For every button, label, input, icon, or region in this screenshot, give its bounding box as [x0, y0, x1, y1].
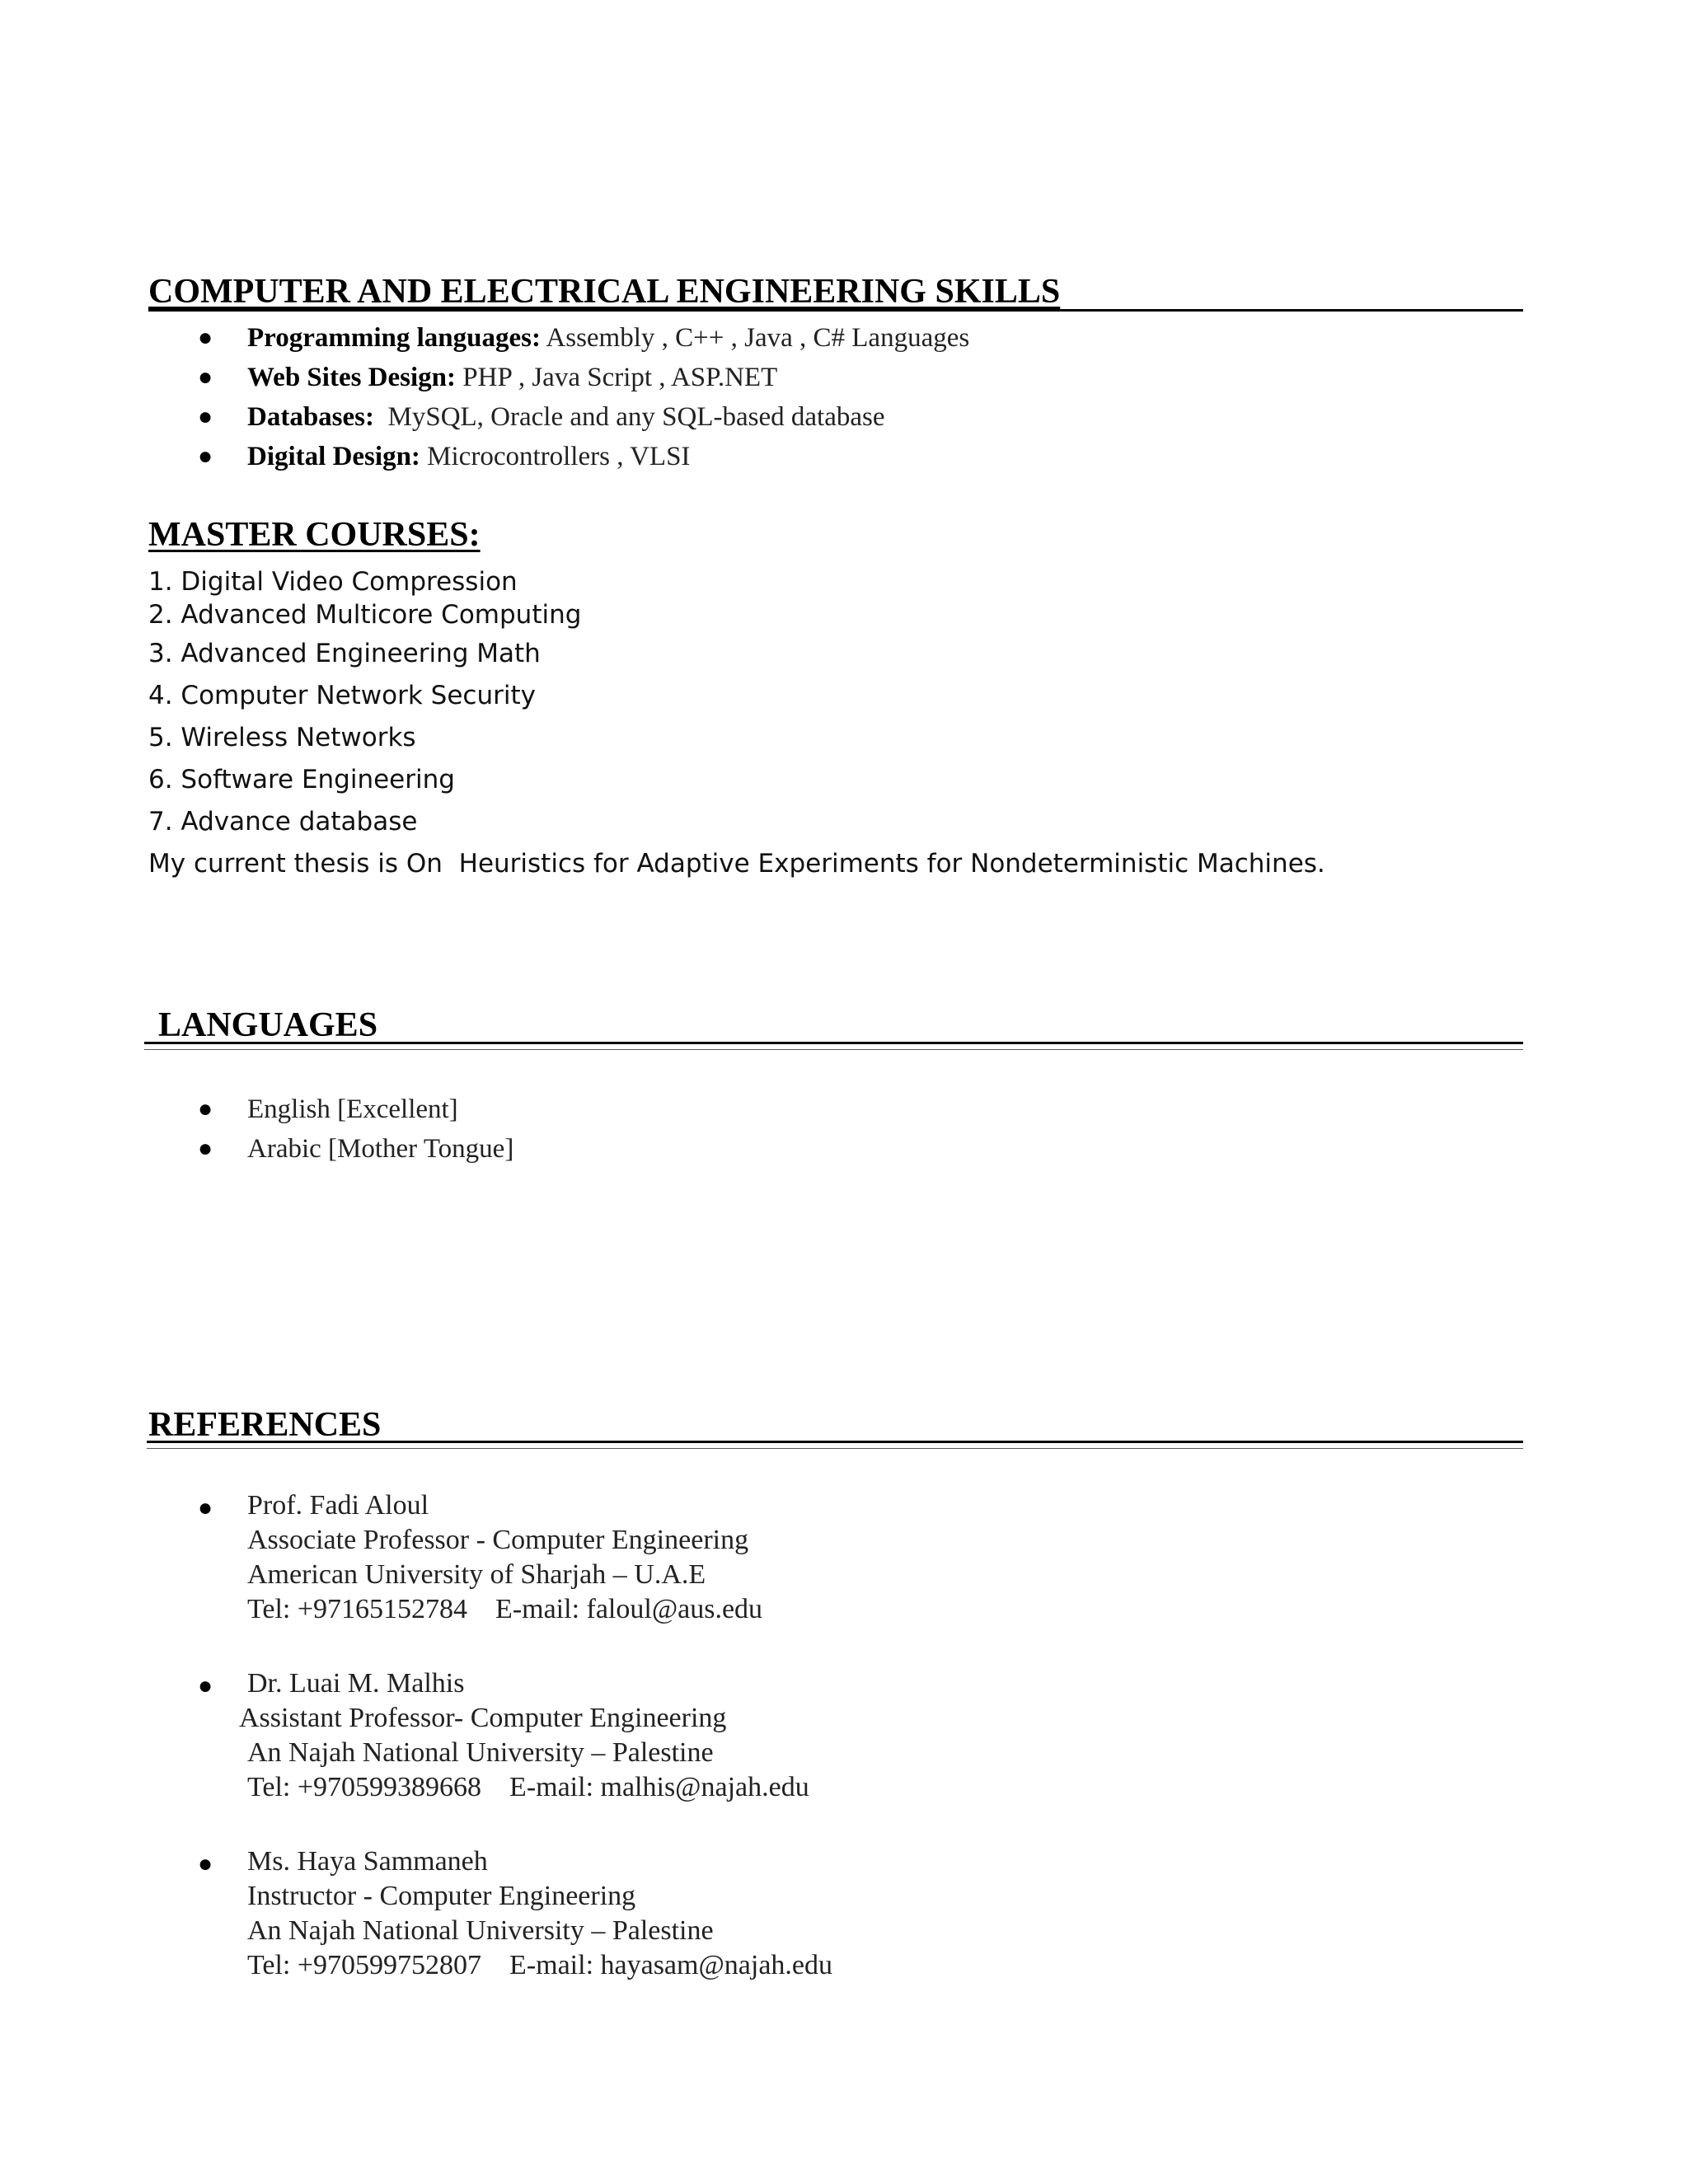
- bullet-icon: ●: [198, 443, 213, 470]
- reference-name: Dr. Luai M. Malhis: [247, 1668, 465, 1699]
- references-heading-rule: [147, 1441, 1523, 1449]
- skill-value: Assembly , C++ , Java , C# Languages: [540, 323, 970, 353]
- course-item: 6. Software Engineering: [148, 765, 455, 794]
- reference-contact: Tel: +970599389668 E-mail: malhis@najah.edu: [247, 1772, 809, 1802]
- skills-heading-rule: [148, 309, 1523, 312]
- course-item: 4. Computer Network Security: [148, 681, 536, 710]
- bullet-icon: ●: [198, 403, 213, 430]
- course-item: 1. Digital Video Compression: [148, 567, 518, 597]
- master-courses-heading: MASTER COURSES:: [148, 516, 481, 554]
- reference-title: Assistant Professor- Computer Engineering: [239, 1703, 727, 1733]
- skill-value: Microcontrollers , VLSI: [420, 442, 691, 471]
- bullet-icon: ●: [198, 1850, 213, 1877]
- reference-name: Ms. Haya Sammaneh: [247, 1846, 488, 1877]
- course-item: 7. Advance database: [148, 807, 418, 837]
- languages-heading-rule: [144, 1042, 1523, 1050]
- bullet-icon: ●: [198, 1135, 213, 1162]
- reference-institution: American University of Sharjah – U.A.E: [247, 1559, 706, 1590]
- reference-title: Instructor - Computer Engineering: [247, 1881, 636, 1911]
- skill-label: Web Sites Design:: [247, 363, 457, 392]
- course-item: 3. Advanced Engineering Math: [148, 639, 541, 668]
- reference-name: Prof. Fadi Aloul: [247, 1490, 429, 1521]
- references-heading: REFERENCES: [148, 1406, 382, 1444]
- reference-contact: Tel: +97165152784 E-mail: faloul@aus.edu: [247, 1594, 763, 1624]
- reference-title: Associate Professor - Computer Engineering: [247, 1525, 749, 1555]
- language-text: English [Excellent]: [247, 1094, 458, 1124]
- bullet-icon: ●: [198, 324, 213, 351]
- course-item: 2. Advanced Multicore Computing: [148, 600, 582, 630]
- skill-label: Digital Design:: [247, 442, 420, 471]
- languages-heading: LANGUAGES: [158, 1006, 378, 1044]
- skills-heading: COMPUTER AND ELECTRICAL ENGINEERING SKILLS: [148, 273, 1061, 311]
- skill-value: PHP , Java Script , ASP.NET: [456, 363, 778, 392]
- reference-contact: Tel: +970599752807 E-mail: hayasam@najah.edu: [247, 1950, 832, 1980]
- reference-institution: An Najah National University – Palestine: [247, 1737, 714, 1768]
- reference-institution: An Najah National University – Palestine: [247, 1915, 714, 1946]
- bullet-icon: ●: [198, 1095, 213, 1122]
- bullet-icon: ●: [198, 1672, 213, 1699]
- bullet-icon: ●: [198, 1494, 213, 1521]
- thesis-statement: My current thesis is On Heuristics for Adaptive Experiments for Nondeterministic Machines.: [148, 849, 1325, 879]
- course-item: 5. Wireless Networks: [148, 723, 416, 752]
- skill-value: MySQL, Oracle and any SQL-based database: [374, 402, 885, 432]
- skill-label: Databases:: [247, 402, 374, 432]
- language-text: Arabic [Mother Tongue]: [247, 1134, 514, 1164]
- bullet-icon: ●: [198, 363, 213, 391]
- skill-label: Programming languages:: [247, 323, 541, 353]
